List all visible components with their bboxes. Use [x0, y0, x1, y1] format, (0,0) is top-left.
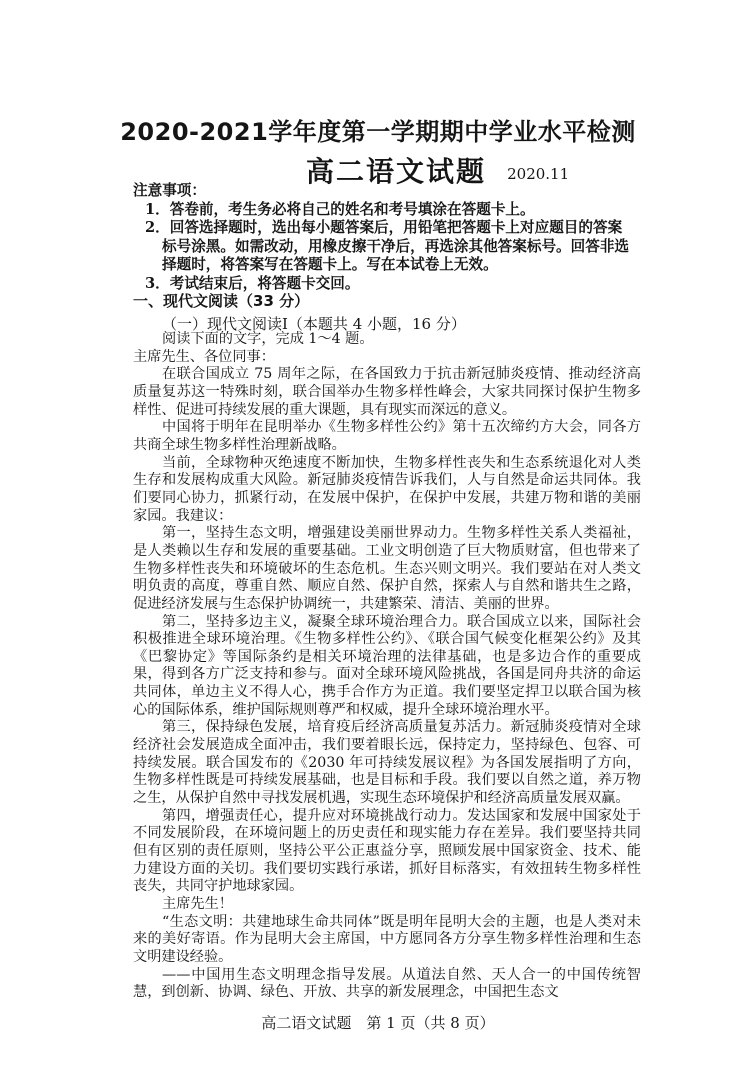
- reading-instruction: 阅读下面的文字，完成 1～4 题。: [162, 331, 374, 347]
- section-title: 一、现代文阅读（33 分）: [133, 292, 310, 310]
- passage-paragraph: “生态文明：共建地球生命共同体”既是明年昆明大会的主题，也是人类对未来的美好寄语。作为昆明大会主席国，中方愿同各方分享生物多样性治理和生态文明建设经验。: [133, 913, 641, 965]
- notes-heading: 注意事项：: [133, 182, 206, 199]
- passage-paragraph: 第三，保持绿色发展，培育疫后经济高质量复苏活力。新冠肺炎疫情对全球经济社会发展造成全面冲击，我们要着眼长远，保持定力，坚持绿色、包容、可持续发展。联合国发布的《2030 年可持续发展议程》为各国发展指明了方向，生物多样性既是可持续发展基础，也是目标和手段。我们要以自然之道，养万物之生，从保护自然中寻找发展机遇，实现生态环境保护和经济高质量发展双赢。: [133, 719, 641, 807]
- passage-paragraph: ——中国用生态文明理念指导发展。从道法自然、天人合一的中国传统智慧，到创新、协调、绿色、开放、共享的新发展理念，中国把生态文: [133, 966, 641, 1001]
- page-footer: 高二语文试题 第 1 页（共 8 页）: [261, 1014, 495, 1032]
- passage-paragraph: 中国将于明年在昆明举办《生物多样性公约》第十五次缔约方大会，同各方共商全球生物多样性治理新战略。: [133, 419, 641, 453]
- note-item-2: 2．回答选择题时，选出每小题答案后，用铅笔把答题卡上对应题目的答案标号涂黑。如需改动，用橡皮擦干净后，再选涂其他答案标号。回答非选择题时，将答案写在答题卡上。写在本试卷上无效。: [145, 219, 630, 274]
- passage: [133, 331, 641, 1002]
- note-item-3: 3．考试结束后，将答题卡交回。: [145, 274, 360, 292]
- passage-paragraph: 第四，增强责任心，提升应对环境挑战行动力。发达国家和发展中国家处于不同发展阶段，在环境问题上的历史责任和现实能力存在差异。我们要坚持共同但有区别的责任原则，坚持公平公正惠益分享，照顾发展中国家资金、技术、能力建设方面的关切。我们要切实践行承诺，抓好目标落实，有效扭转生物多样性丧失，共同守护地球家园。: [133, 807, 641, 895]
- passage-paragraph: 第一，坚持生态文明，增强建设美丽世界动力。生物多样性关系人类福祉，是人类赖以生存和发展的重要基础。工业文明创造了巨大物质财富，但也带来了生物多样性丧失和环境破坏的生态危机。生态兴则文明兴。我们要站在对人类文明负责的高度，尊重自然、顺应自然、保护自然，探索人与自然和谐共生之路，促进经济发展与生态保护协调统一，共建繁荣、清洁、美丽的世界。: [133, 525, 641, 612]
- subject-title: 高二语文试题: [306, 155, 487, 188]
- passage-paragraph: 第二，坚持多边主义，凝聚全球环境治理合力。联合国成立以来，国际社会积极推进全球环境治理。《生物多样性公约》、《联合国气候变化框架公约》及其《巴黎协定》等国际条约是相关环境治理的法律基础，也是多边合作的重要成果，得到各方广泛支持和参与。面对全球环境风险挑战，各国是同舟共济的命运共同体，单边主义不得人心，携手合作方为正道。我们要坚定捍卫以联合国为核心的国际体系，维护国际规则尊严和权威，提升全球环境治理水平。: [133, 613, 641, 718]
- passage-paragraph: 主席先生！: [162, 896, 233, 912]
- note-item-1: 1．答卷前，考生务必将自己的姓名和考号填涂在答题卡上。: [145, 200, 535, 218]
- subsection-title: （一）现代文阅读Ⅰ（本题共 4 小题，16 分）: [162, 315, 466, 333]
- notes-block: [133, 182, 633, 294]
- passage-paragraph: 当前，全球物种灭绝速度不断加快，生物多样性丧失和生态系统退化对人类生存和发展构成重大风险。新冠肺炎疫情告诉我们，人与自然是命运共同体。我们要同心协力，抓紧行动，在发展中保护，在保护中发展，共建万物和谐的美丽家园。我建议：: [133, 454, 641, 524]
- passage-paragraph: 在联合国成立 75 周年之际，在各国致力于抗击新冠肺炎疫情、推动经济高质量复苏这一特殊时刻，联合国举办生物多样性峰会，大家共同探讨保护生物多样性、促进可持续发展的重大课题，具有现实而深远的意义。: [133, 366, 641, 418]
- exam-date: 2020.11: [507, 165, 570, 183]
- salutation: 主席先生、各位同事：: [133, 348, 275, 365]
- exam-title: 2020-2021学年度第一学期期中学业水平检测: [120, 118, 636, 146]
